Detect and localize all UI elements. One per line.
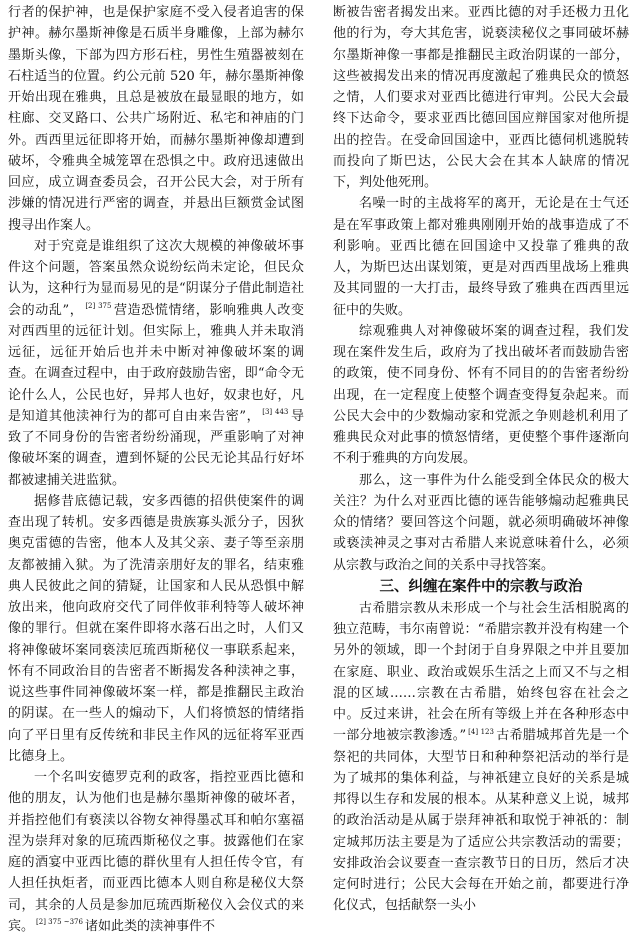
paragraph-question: 那么，这一事件为什么能受到全体民众的极大关注？为什么对亚西比德的诬告能够煽动起雅典民众的情绪？要回答这个问题，就必须明确破坏神像或亵渎神灵之事对古希腊人来说意味着什么，必须从宗教与政治之间的关系中寻找答案。: [333, 472, 629, 573]
citation-ref: [3] 443: [262, 408, 289, 417]
paragraph-text: 古希腊城邦首先是一个祭祀的共同体，大型节日和种种祭祀活动的举行是为了城邦的集体利益，与神祇建立良好的关系是城邦得以生存和发展的根本。从某种意义上说，城邦的政治活动是从属于崇拜神祇和取悦于神祇的：制定城邦历法主要是为了适应公共宗教活动的需要；安排政治会议要查一查宗教节日的日历，然后才决定何时进行；公民大会每在开始之前，都要进行净化仪式，包括献祭一头小: [333, 728, 629, 914]
citation-ref: [2] 375: [85, 302, 112, 311]
paragraph-hermes-statues: 行者的保护神，也是保护家庭不受入侵者追害的保护神。赫尔墨斯神像是石质半身雕像，上部为赫尔墨斯头像，下部为四方形石柱，男性生殖器被刻在石柱适当的位置。约公元前 520 年，赫尔墨斯神像开始出现在雅典，且总是被放在最显眼的地方，如柱廊、交叉路口、公共广场附近、私宅和神庙的门外。西西里远征即将开始，而赫尔墨斯神像却遭到破坏，令雅典全城笼罩在恐惧之中。政府迅速做出回应，成立调查委员会，召开公民大会，对于所有涉嫌的情况进行严密的调查，并悬出巨额赏金试图搜寻出作案人。: [8, 5, 304, 233]
section-heading: 三、纠缠在案件中的宗教与政治: [379, 578, 583, 595]
paragraph-alcibiades-trial: 断被告密者揭发出来。亚西比德的对手还极力丑化他的行为，夸大其危害，说亵渎秘仪之事同破坏赫尔墨斯神像一事都是推翻民主政治阴谋的一部分，这些被揭发出来的情况再度激起了雅典民众的愤怒之情，人们要求对亚西比德进行审判。公民大会最终下达命令，要求亚西比德回国应辩国家对他所提出的控告。在受命回国途中，亚西比德伺机逃脱转而投向了斯巴达，公民大会在其本人缺席的情况下，判处他死刑。: [333, 5, 629, 190]
left-column: [8, 2, 304, 937]
citation-ref: [2] 375 ~376: [36, 918, 83, 927]
paragraph-androcles-accusation: [8, 767, 304, 937]
paragraph-text: 对于究竟是谁组织了这次大规模的神像破坏事件这个问题，答案虽然众说纷纭尚未定论，但民众认为，这种行为显而易见的是“阴谋分子借此制造社会的动乱”，: [8, 238, 304, 318]
paragraph-war-impact: 名噪一时的主战将军的离开，无论是在士气还是在军事政策上都对雅典刚刚开始的战事造成了不利影响。亚西比德在回国途中又投靠了雅典的敌人，为斯巴达出谋划策，更是对西西里战场上雅典及其同盟的一大打击，最终导致了雅典在西西里远征中的失败。: [333, 196, 629, 318]
right-column: [333, 2, 629, 917]
paragraph-text: 导致了不同身份的告密者纷纷涌现，严重影响了对神像破坏案的调查，遭到怀疑的公民无论其品行好坏都被逮捕关进监狱。: [8, 408, 304, 488]
paragraph-text: 古希腊宗教从未形成一个与社会生活相脱离的独立范畴，韦尔南曾说：“希腊宗教并没有构建一个另外的领域，即一个封闭于自身界限之中并且要加在家庭、职业、政治或娱乐生活之上而又不与之相混的区域……宗教在古希腊，始终包容在社会之中。反过来讲，社会在所有等级上并在各种形态中一部分地被宗教渗透。”: [333, 600, 629, 744]
citation-ref: [4] 123: [468, 727, 494, 736]
paragraph-investigation-overview: 综观雅典人对神像破坏案的调查过程，我们发现在案件发生后，政府为了找出破坏者而鼓励告密的政策，使不同身份、怀有不同目的的告密者纷纷出现，在一定程度上使整个调查变得复杂起来。而公民大会中的少数煽动家和党派之争则趁机利用了雅典民众对此事的愤怒情绪，更使整个事件逐渐向不利于雅典的方向发展。: [333, 323, 629, 467]
paragraph-text: 营造恐慌情绪，影响雅典人改变对西西里的远征计划。但实际上，雅典人并未取消远征，远征开始后也并未中断对神像破坏案的调查。在调查过程中，由于政府鼓励告密，即“命令无论什么人，公民也好，异邦人也好，奴隶也好，凡是知道其他渎神行为的都可自由来告密”，: [8, 302, 304, 424]
paragraph-who-organized: [8, 236, 304, 491]
paragraph-text: 一个名叫安德罗克利的政客，指控亚西比德和他的朋友，认为他们也是赫尔墨斯神像的破坏者，并指控他们有亵渎以谷物女神得墨忒耳和帕尔塞福涅为崇拜对象的厄琉西斯秘仪之事。披露他们在家庭的酒宴中亚西比德的群伙里有人担任传令官，有人担任执炬者，而亚西比德本人则自称是秘仪大祭司，其余的人员是参加厄琉西斯秘仪入会仪式的来宾。: [8, 770, 304, 934]
paragraph-greek-religion: [333, 598, 629, 917]
paragraph-text: 诸如此类的渎神事件不: [84, 918, 215, 934]
paragraph-andocides-confession: 据修昔底德记载，安多西德的招供使案件的调查出现了转机。安多西德是贵族寡头派分子，因狄奥克雷德的告密，他本人及其父亲、妻子等至亲朋友都被捕入狱。为了洗清亲朋好友的罪名，结束雅典人民彼此之间的猜疑，让国家和人民从恐惧中解放出来，他向政府交代了同伴攸菲利特等人破坏神像的罪行。但就在案件即将水落石出之时，人们又将神像破坏案同亵渎厄琉西斯秘仪一事联系起来，怀有不同政治目的告密者不断揭发各种渎神之事，说这些事件同神像破坏案一样，都是推翻民主政治的阴谋。在一些人的煽动下，人们将愤怒的情绪指向了平日里有反传统和非民主作风的远征将军亚西比德身上。: [8, 493, 304, 764]
